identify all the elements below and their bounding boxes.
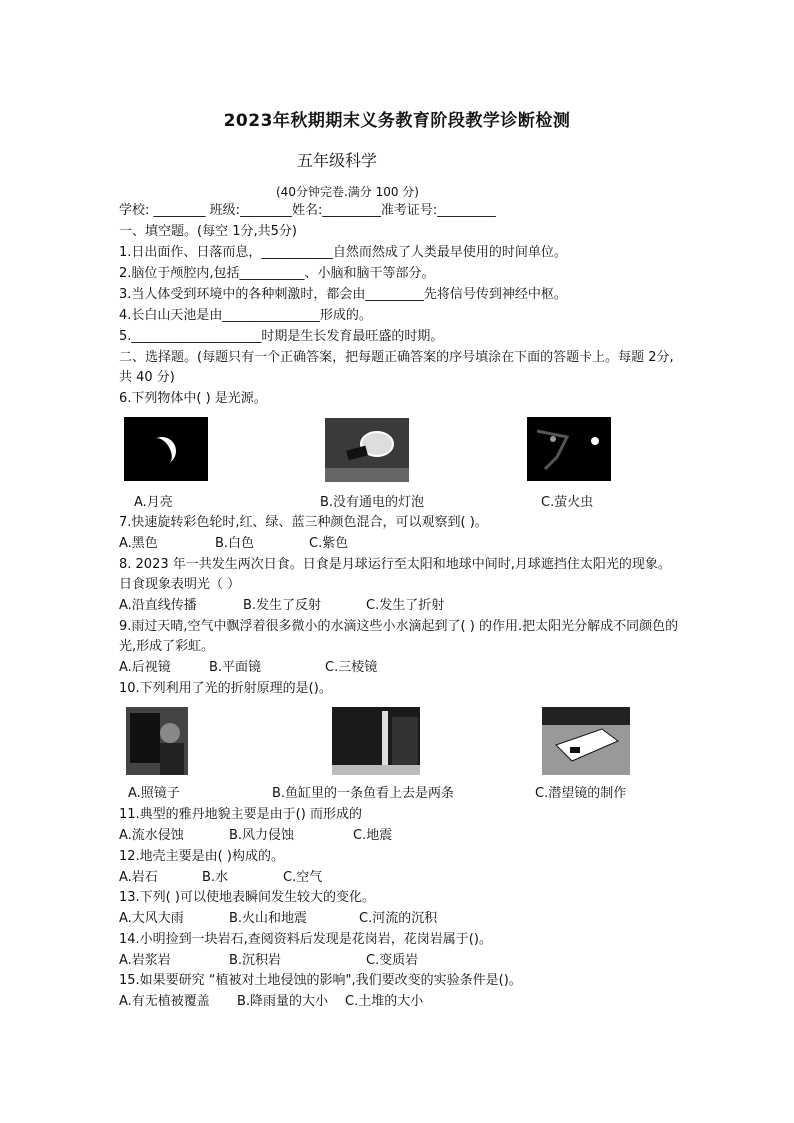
q6-option-b: B.没有通电的灯泡 [320,495,425,510]
section2-heading: 二、选择题。(每题只有一个正确答案，把每题正确答案的序号填涂在下面的答题卡上。每题 2分,共 40 分) [119,350,674,385]
student-info: 学校: ________ 班级:________姓名:_________准考证号:_________ [119,203,496,218]
question-9-stem: 9.雨过天晴,空气中飘浮着很多微小的水滴这些小水滴起到了( ) 的作用.把太阳光分解成不同颜色的光,形成了彩虹。 [119,619,679,654]
q12-option-a: A.岩石 [119,870,158,885]
q11-option-b: B.风力侵蚀 [229,828,295,843]
q7-option-a: A.黑色 [119,536,158,551]
q11-option-c: C.地震 [353,828,393,843]
q15-option-a: A.有无植被覆盖 [119,994,210,1009]
question-14-stem: 14.小明捡到一块岩石,查阅资料后发现是花岗岩，花岗岩属于()。 [119,932,492,947]
half-moon-shape [155,432,181,463]
q6-option-c: C.萤火虫 [541,495,594,510]
q7-option-b: B.白色 [215,536,255,551]
q13-option-a: A.大风大雨 [119,911,184,926]
page-subtitle: 五年级科学 [297,151,378,170]
question-6-stem: 6.下列物体中( ) 是光源。 [119,391,267,406]
q8-option-b: B.发生了反射 [243,598,322,613]
q10-option-b: B.鱼缸里的一条鱼看上去是两条 [272,786,455,801]
question-11-stem: 11.典型的雅丹地貌主要是由于() 而形成的 [119,807,362,822]
section1-heading: 一、填空题。(每空 1分,共5分) [119,224,297,239]
q13-option-b: B.火山和地震 [229,911,308,926]
question-4: 4.长白山天池是由_______________形成的。 [119,308,372,323]
q7-option-c: C.紫色 [309,536,349,551]
q14-option-a: A.岩浆岩 [119,953,171,968]
unlit-bulb-photo [325,418,409,482]
q10-option-a: A.照镜子 [128,786,180,801]
question-12-stem: 12.地壳主要是由( )构成的。 [119,849,284,864]
q9-option-c: C.三棱镜 [325,660,378,675]
question-8-stem: 8. 2023 年一共发生两次日食。日食是月球运行至太阳和地球中间时,月球遮挡住太阳光的现象。日食现象表明光（ ） [119,557,671,592]
q15-option-c: C.土堆的大小 [345,994,424,1009]
q14-option-b: B.沉积岩 [229,953,282,968]
q11-option-a: A.流水侵蚀 [119,828,184,843]
question-5: 5.____________________时期是生长发育最旺盛的时期。 [119,329,444,344]
q12-option-b: B.水 [202,870,229,885]
q10-option-c: C.潜望镜的制作 [535,786,627,801]
q14-option-c: C.变质岩 [366,953,419,968]
moon-photo [124,417,208,481]
question-1: 1.日出面作、日落而息，___________自然而然成了人类最早使用的时间单位。 [119,245,567,260]
firefly-light [591,437,599,445]
question-2: 2.脑位于颅腔内,包括__________、小脑和脑干等部分。 [119,266,435,281]
q9-option-b: B.平面镜 [209,660,262,675]
q8-option-c: C.发生了折射 [366,598,445,613]
exam-note: (40分钟完卷.满分 100 分) [276,185,419,199]
firefly-photo [527,417,611,481]
page-title: 2023年秋期期末义务教育阶段教学诊断检测 [223,111,571,131]
mirror-photo [126,707,188,775]
q9-option-a: A.后视镜 [119,660,171,675]
q15-option-b: B.降雨量的大小 [237,994,329,1009]
question-7-stem: 7.快速旋转彩色轮时,红、绿、蓝三种颜色混合，可以观察到( )。 [119,515,488,530]
q6-option-a: A.月亮 [134,495,173,510]
q13-option-c: C.河流的沉积 [359,911,438,926]
question-10-stem: 10.下列利用了光的折射原理的是()。 [119,681,332,696]
periscope-photo [542,707,630,775]
q8-option-a: A.沿直线传播 [119,598,197,613]
question-13-stem: 13.下列( )可以使地表瞬间发生较大的变化。 [119,890,375,905]
q12-option-c: C.空气 [283,870,323,885]
question-15-stem: 15.如果要研究 “植被对土地侵蚀的影响",我们要改变的实验条件是()。 [119,973,522,988]
fish-tank-photo [332,707,420,775]
question-3: 3.当人体受到环境中的各种刺激时，都会由_________先将信号传到神经中枢。 [119,287,567,302]
